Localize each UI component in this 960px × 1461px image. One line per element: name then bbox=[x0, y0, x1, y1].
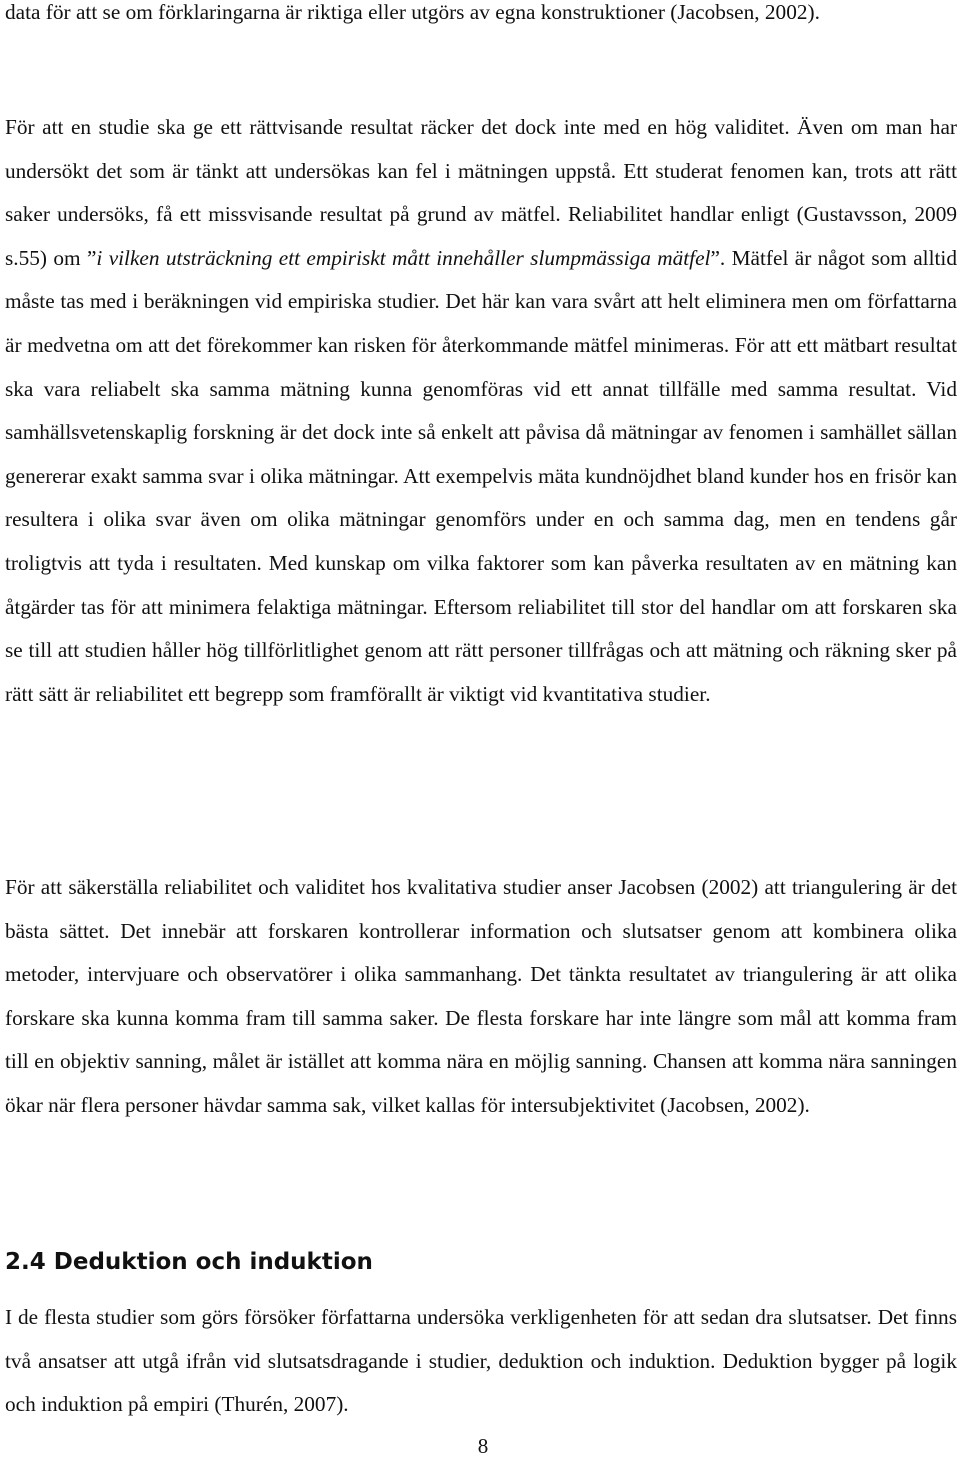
paragraph-1-text: data för att se om förklaringarna är riktiga eller utgörs av egna konstruktioner (Jacobsen, 2002). bbox=[5, 0, 820, 24]
paragraph-1 bbox=[5, 0, 957, 35]
page-number: 8 bbox=[477, 1434, 489, 1458]
paragraph-4-text: I de flesta studier som görs försöker författarna undersöka verkligenheten för att sedan dra slutsatser. Det finns två ansatser att utgå ifrån vid slutsatsdragande i studier, deduktion och induktion. Deduktion bygger på logik och induktion på empiri (Thurén, 2007). bbox=[5, 1305, 957, 1417]
paragraph-2-text-a: För att en studie ska ge ett rättvisande resultat räcker det dock inte med en hög validitet. Även om man har undersökt det som är tänkt att undersökas kan fel i mätningen uppstå. Ett studerat fenomen kan, trots att rätt saker undersöks, få ett missvisande resultat på grund av mätfel. Reliabilitet handlar enligt (Gustavsson, 2009 s.55) om ” bbox=[5, 115, 957, 270]
paragraph-3-text: För att säkerställa reliabilitet och validitet hos kvalitativa studier anser Jacobsen (2002) att triangulering är det bästa sättet. Det innebär att forskaren kontrollerar information och slutsatser genom att kombinera olika metoder, intervjuare och observatörer i olika sammanhang. Det tänkta resultatet av triangulering är att olika forskare ska kunna komma fram till samma saker. De flesta forskare har inte längre som mål att komma fram till en objektiv sanning, målet är istället att komma nära en möjlig sanning. Chansen att komma nära sanningen ökar när flera personer hävdar samma sak, vilket kallas för intersubjektivitet (Jacobsen, 2002). bbox=[5, 875, 957, 1117]
paragraph-3 bbox=[5, 866, 957, 1128]
paragraph-2-text-b: ”. Mätfel är något som alltid måste tas med i beräkningen vid empiriska studier. Det här kan vara svårt att helt eliminera men om författarna är medvetna om att det förekommer kan risken för återkommande mätfel minimeras. För att ett mätbart resultat ska vara reliabelt ska samma mätning kunna genomföras vid ett annat tillfälle med samma resultat. Vid samhällsvetenskaplig forskning är det dock inte så enkelt att påvisa då mätningar av fenomen i samhället sällan genererar exakt samma svar i olika mätningar. Att exempelvis mäta kundnöjdhet bland kunder hos en frisör kan resultera i olika svar även om olika mätningar genomförs under en och samma dag, men en tendens går troligtvis att tyda i resultaten. Med kunskap om vilka faktorer som kan påverka resultaten av en mätning kan åtgärder tas för att minimera felaktiga mätningar. Eftersom reliabilitet till stor del handlar om att forskaren ska se till att studien håller hög tillförlitlighet genom att rätt personer tillfrågas och att mätning och räkning sker på rätt sätt är reliabilitet ett begrepp som framförallt är viktigt vid kvantitativa studier. bbox=[5, 245, 957, 706]
document-page bbox=[5, 0, 957, 1456]
paragraph-2 bbox=[5, 106, 957, 716]
paragraph-2-italic-quote: i vilken utsträckning ett empiriskt mått innehåller slumpmässiga mätfel bbox=[96, 245, 711, 270]
section-heading: 2.4 Deduktion och induktion bbox=[5, 1249, 373, 1275]
paragraph-4 bbox=[5, 1296, 957, 1427]
